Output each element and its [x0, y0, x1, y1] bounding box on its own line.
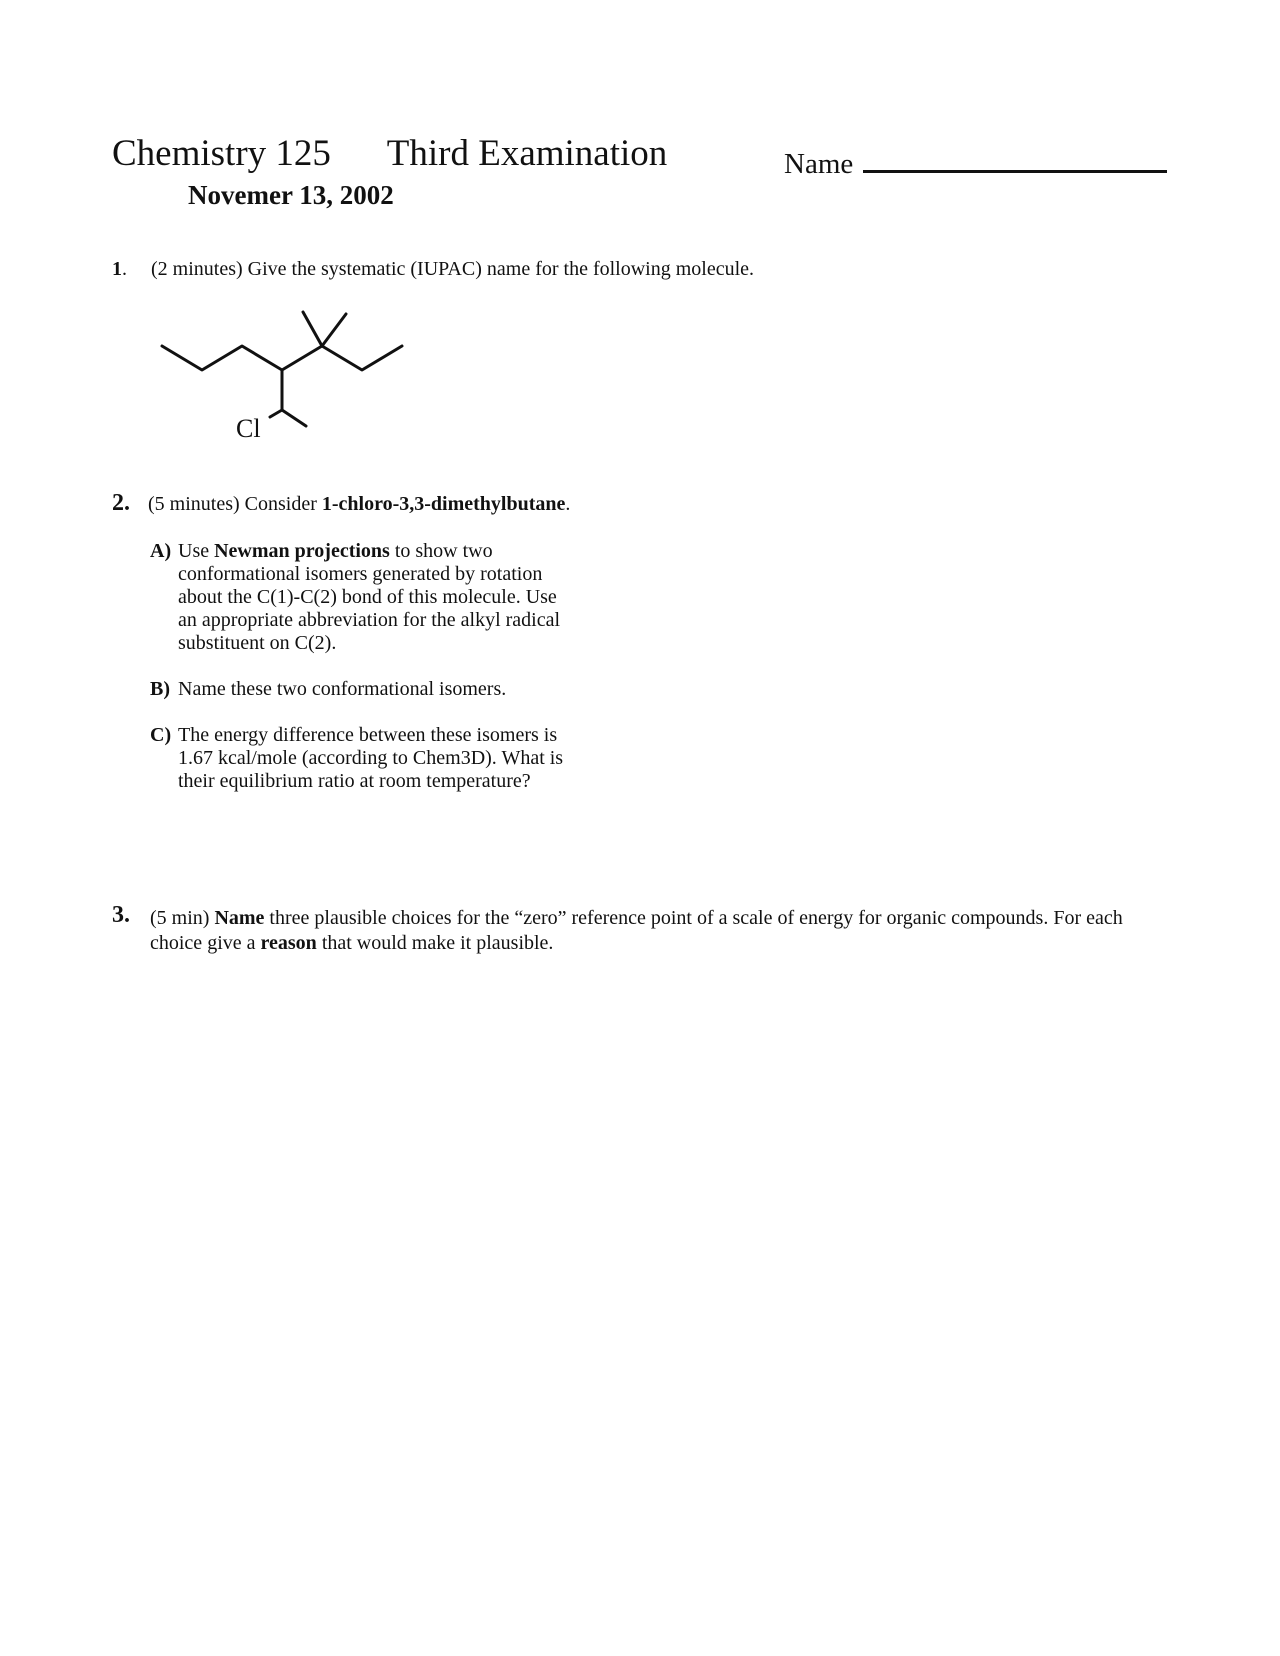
question-1-text: (2 minutes) Give the systematic (IUPAC) name for the following molecule. [151, 258, 755, 280]
question-2c-text: The energy difference between these isomers is 1.67 kcal/mole (according to Chem3D). What is their equilibrium ratio at room temperature? [178, 724, 564, 792]
question-2b: B) Name these two conformational isomers. [150, 678, 590, 704]
question-2c: C) The energy difference between these isomers is 1.67 kcal/mole (according to Chem3D). What is their equilibrium ratio at room temperature? [150, 724, 590, 824]
question-2-intro: (5 minutes) Consider [148, 493, 317, 515]
course-title [112, 132, 667, 175]
question-2b-label: B [150, 678, 164, 700]
newman-projections-term: Newman projections [214, 540, 390, 562]
question-3-number: 3. [112, 902, 130, 928]
main-chain-bonds [162, 346, 402, 370]
question-3-text: (5 min) Name three plausible choices for the “zero” reference point of a scale of energy for organic compounds. For each choice give a reason that would make it plausible. [150, 907, 1123, 954]
methyl-bond-right [322, 314, 346, 346]
exam-title: Third Examination [386, 133, 668, 174]
question-2c-label: C [150, 724, 165, 746]
question-2b-text: Name these two conformational isomers. [178, 678, 507, 700]
question-2a-label: A [150, 540, 165, 562]
question-2-number: 2. [112, 490, 130, 516]
question-3 [112, 902, 1172, 956]
molecule-skeletal-structure [150, 300, 420, 450]
question-2: 2. (5 minutes) Consider 1-chloro-3,3-dimethylbutane. [112, 490, 571, 516]
chlorine-label: Cl [236, 414, 261, 443]
chlorine-bond [270, 410, 282, 417]
question-2a-text: Use Newman projections to show two conformational isomers generated by rotation about the C(1)-C(2) bond of this molecule. Use an appropriate abbreviation for the alkyl radical substituent on C(2). [178, 540, 561, 654]
branch-methyl-bond [282, 410, 306, 426]
question-1: 1. (2 minutes) Give the systematic (IUPAC) name for the following molecule. [112, 258, 755, 280]
name-field[interactable] [784, 140, 1167, 181]
question-2-compound: 1-chloro-3,3-dimethylbutane [321, 493, 566, 515]
name-blank-line[interactable] [863, 140, 1167, 173]
question-2a: A) Use Newman projections to show two conformational isomers generated by rotation about the C(1)-C(2) bond of this molecule. Use an appropriate abbreviation for the alkyl radical substituent on C(2). [150, 540, 590, 660]
question-1-number: 1 [112, 258, 122, 280]
name-label: Name [784, 148, 854, 180]
methyl-bond-left [303, 312, 322, 346]
exam-date: Novemer 13, 2002 [188, 180, 394, 210]
course-name: Chemistry 125 [112, 133, 331, 174]
